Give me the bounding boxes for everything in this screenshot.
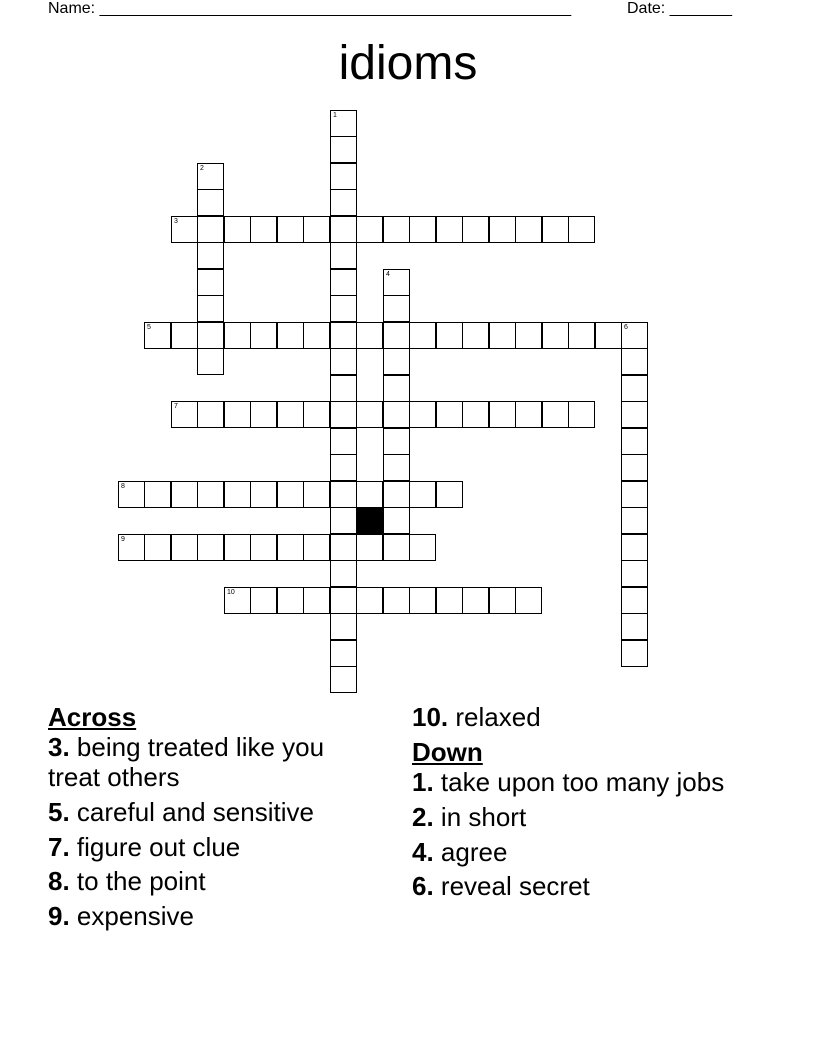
grid-cell[interactable] — [489, 401, 516, 428]
grid-cell[interactable] — [383, 507, 410, 534]
grid-cell[interactable] — [568, 322, 595, 349]
grid-cell[interactable] — [436, 216, 463, 243]
grid-cell[interactable] — [436, 481, 463, 508]
grid-cell[interactable] — [383, 428, 410, 455]
across-clue — [48, 833, 378, 863]
grid-cell[interactable] — [197, 534, 224, 561]
grid-cell[interactable] — [462, 216, 489, 243]
grid-cell[interactable] — [330, 587, 357, 614]
grid-cell[interactable] — [462, 401, 489, 428]
grid-cell[interactable] — [197, 348, 224, 375]
grid-cell[interactable] — [303, 216, 330, 243]
across-clue — [48, 867, 378, 897]
grid-cell[interactable] — [621, 507, 648, 534]
grid-cell[interactable] — [197, 269, 224, 296]
grid-cell[interactable] — [568, 216, 595, 243]
grid-cell[interactable] — [330, 428, 357, 455]
grid-cell[interactable] — [436, 587, 463, 614]
grid-cell[interactable] — [436, 401, 463, 428]
grid-cell[interactable] — [330, 613, 357, 640]
grid-cell[interactable] — [409, 481, 436, 508]
grid-cell[interactable] — [330, 507, 357, 534]
grid-cell[interactable] — [330, 322, 357, 349]
grid-cell[interactable] — [383, 269, 410, 296]
grid-cell[interactable] — [330, 666, 357, 693]
grid-cell[interactable] — [250, 587, 277, 614]
grid-cell[interactable] — [542, 322, 569, 349]
grid-cell[interactable] — [383, 454, 410, 481]
grid-cell[interactable] — [383, 375, 410, 402]
grid-cell[interactable] — [568, 401, 595, 428]
grid-cell[interactable] — [542, 216, 569, 243]
grid-cell[interactable] — [462, 587, 489, 614]
grid-cell[interactable] — [250, 401, 277, 428]
grid-cell[interactable] — [303, 534, 330, 561]
grid-cell[interactable] — [277, 534, 304, 561]
down-clue — [412, 838, 752, 868]
across-heading: Across — [48, 702, 137, 732]
grid-cell[interactable] — [330, 560, 357, 587]
grid-cell[interactable] — [621, 348, 648, 375]
grid-cell[interactable] — [224, 322, 251, 349]
name-field[interactable]: Name: _____________________________________________________ — [48, 0, 572, 17]
grid-cell[interactable] — [197, 295, 224, 322]
grid-cell[interactable] — [197, 401, 224, 428]
grid-cell[interactable] — [303, 481, 330, 508]
puzzle-title: idioms — [338, 37, 478, 90]
grid-cell[interactable] — [171, 322, 198, 349]
grid-cell[interactable] — [383, 216, 410, 243]
across-clue — [48, 733, 378, 793]
grid-cell[interactable] — [489, 587, 516, 614]
clue-number: 7. — [48, 831, 70, 862]
grid-cell[interactable] — [621, 613, 648, 640]
grid-cell[interactable] — [515, 587, 542, 614]
grid-cell[interactable] — [250, 481, 277, 508]
cell-number: 5 — [147, 324, 151, 331]
grid-cell[interactable] — [356, 587, 383, 614]
grid-cell[interactable] — [330, 375, 357, 402]
grid-cell[interactable] — [197, 189, 224, 216]
grid-cell[interactable] — [197, 242, 224, 269]
grid-cell[interactable] — [489, 322, 516, 349]
clue-text: to the point — [76, 866, 206, 897]
cell-number: 6 — [624, 324, 628, 331]
grid-cell[interactable] — [436, 322, 463, 349]
grid-cell[interactable] — [621, 587, 648, 614]
down-clue — [412, 803, 752, 833]
cell-number: 1 — [333, 112, 337, 119]
grid-cell[interactable] — [330, 454, 357, 481]
clue-text: agree — [440, 836, 508, 867]
grid-cell[interactable] — [330, 295, 357, 322]
clue-number: 6. — [412, 871, 434, 902]
grid-cell[interactable] — [250, 216, 277, 243]
clue-text: reveal secret — [440, 871, 590, 902]
grid-cell[interactable] — [383, 295, 410, 322]
grid-cell[interactable] — [330, 534, 357, 561]
grid-cell[interactable] — [303, 322, 330, 349]
down-heading: Down — [412, 736, 483, 767]
grid-cell[interactable] — [489, 216, 516, 243]
grid-cell[interactable] — [224, 216, 251, 243]
grid-cell[interactable] — [171, 216, 198, 243]
grid-cell[interactable] — [383, 534, 410, 561]
grid-cell[interactable] — [515, 216, 542, 243]
grid-cell[interactable] — [171, 534, 198, 561]
grid-cell[interactable] — [144, 481, 171, 508]
grid-cell[interactable] — [409, 216, 436, 243]
clue-text: expensive — [76, 901, 194, 932]
cell-number: 8 — [121, 483, 125, 490]
grid-cell[interactable] — [330, 269, 357, 296]
date-field[interactable]: Date: _______ — [627, 0, 732, 17]
grid-cell[interactable] — [303, 401, 330, 428]
grid-cell[interactable] — [330, 242, 357, 269]
grid-cell[interactable] — [383, 481, 410, 508]
grid-cell[interactable] — [621, 560, 648, 587]
grid-cell[interactable] — [330, 163, 357, 190]
clues-left-column — [48, 703, 378, 937]
grid-cell[interactable] — [224, 481, 251, 508]
grid-cell[interactable] — [356, 481, 383, 508]
grid-cell[interactable] — [356, 534, 383, 561]
grid-cell[interactable] — [383, 322, 410, 349]
clue-text: relaxed — [455, 702, 541, 732]
across-clue — [48, 798, 378, 828]
grid-cell[interactable] — [171, 401, 198, 428]
grid-cell[interactable] — [330, 110, 357, 137]
grid-cell[interactable] — [277, 322, 304, 349]
grid-cell[interactable] — [515, 401, 542, 428]
down-clue — [412, 768, 752, 798]
grid-cell[interactable] — [330, 348, 357, 375]
clue-number: 2. — [412, 801, 434, 832]
grid-cell[interactable] — [542, 401, 569, 428]
grid-cell[interactable] — [330, 401, 357, 428]
clue-text: careful and sensitive — [76, 796, 314, 827]
clue-number: 5. — [48, 796, 70, 827]
grid-cell[interactable] — [330, 136, 357, 163]
grid-cell[interactable] — [621, 454, 648, 481]
grid-cell[interactable] — [515, 322, 542, 349]
across-clue — [412, 703, 752, 733]
clues-right-column — [412, 703, 752, 907]
grid-cell[interactable] — [197, 163, 224, 190]
clue-text: take upon too many jobs — [440, 766, 725, 797]
grid-cell[interactable] — [224, 401, 251, 428]
grid-cell[interactable] — [409, 401, 436, 428]
grid-cell[interactable] — [356, 322, 383, 349]
grid-cell[interactable] — [621, 375, 648, 402]
cell-number: 10 — [227, 589, 235, 596]
grid-cell[interactable] — [595, 322, 622, 349]
grid-cell[interactable] — [621, 428, 648, 455]
cell-number: 4 — [386, 271, 390, 278]
cell-number: 3 — [174, 218, 178, 225]
cell-number: 2 — [200, 165, 204, 172]
grid-cell[interactable] — [621, 534, 648, 561]
grid-cell[interactable] — [462, 322, 489, 349]
across-clue — [48, 902, 378, 932]
clue-text: figure out clue — [76, 831, 241, 862]
clue-number: 10. — [412, 702, 449, 732]
grid-cell[interactable] — [356, 401, 383, 428]
grid-cell[interactable] — [330, 481, 357, 508]
clue-number: 8. — [48, 866, 70, 897]
grid-cell[interactable] — [197, 322, 224, 349]
grid-cell[interactable] — [197, 481, 224, 508]
clue-text: in short — [440, 801, 527, 832]
grid-cell[interactable] — [118, 534, 145, 561]
grid-cell[interactable] — [277, 216, 304, 243]
grid-cell[interactable] — [118, 481, 145, 508]
grid-cell[interactable] — [144, 534, 171, 561]
grid-cell[interactable] — [224, 534, 251, 561]
grid-cell[interactable] — [303, 587, 330, 614]
grid-cell[interactable] — [621, 401, 648, 428]
clue-text: being treated like you treat others — [48, 731, 325, 792]
grid-cell[interactable] — [277, 481, 304, 508]
down-clue — [412, 872, 752, 902]
grid-cell[interactable] — [277, 401, 304, 428]
grid-cell[interactable] — [621, 640, 648, 667]
grid-cell[interactable] — [383, 401, 410, 428]
clue-number: 4. — [412, 836, 434, 867]
cell-number: 7 — [174, 403, 178, 410]
grid-cell[interactable] — [621, 481, 648, 508]
clue-number: 3. — [48, 731, 70, 762]
grid-cell[interactable] — [383, 348, 410, 375]
grid-cell[interactable] — [250, 322, 277, 349]
grid-cell[interactable] — [330, 640, 357, 667]
clue-number: 9. — [48, 901, 70, 932]
grid-cell[interactable] — [356, 216, 383, 243]
grid-cell[interactable] — [171, 481, 198, 508]
grid-cell[interactable] — [383, 587, 410, 614]
grid-cell[interactable] — [144, 322, 171, 349]
grid-cell[interactable] — [409, 587, 436, 614]
grid-cell[interactable] — [621, 322, 648, 349]
grid-cell[interactable] — [330, 216, 357, 243]
grid-cell[interactable] — [197, 216, 224, 243]
clue-number: 1. — [412, 766, 434, 797]
grid-block — [356, 507, 383, 534]
grid-cell[interactable] — [250, 534, 277, 561]
grid-cell[interactable] — [409, 534, 436, 561]
cell-number: 9 — [121, 536, 125, 543]
grid-cell[interactable] — [409, 322, 436, 349]
grid-cell[interactable] — [224, 587, 251, 614]
grid-cell[interactable] — [330, 189, 357, 216]
grid-cell[interactable] — [277, 587, 304, 614]
